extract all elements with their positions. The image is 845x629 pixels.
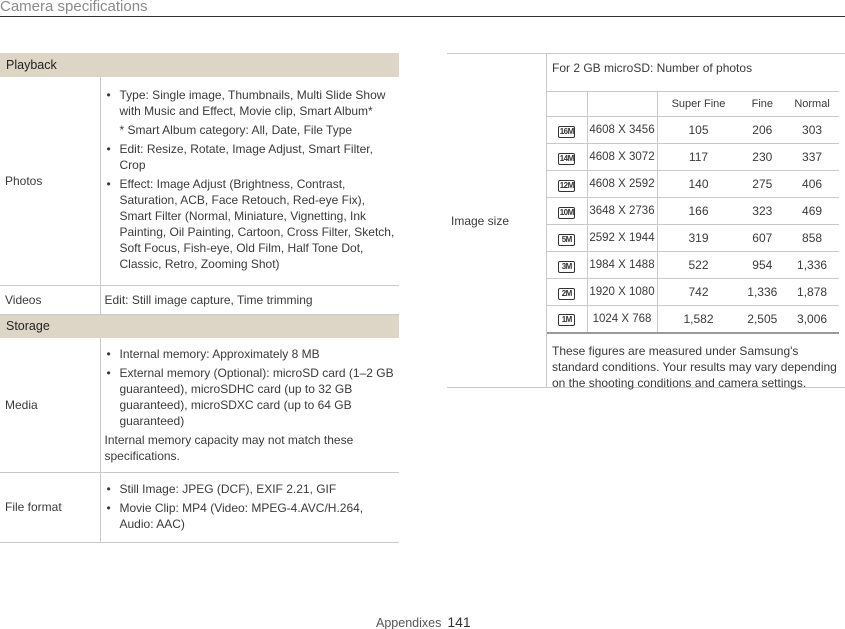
photo-count: 858 — [785, 225, 839, 252]
resolution-icon: 14M — [559, 153, 574, 163]
photo-count: 275 — [740, 171, 786, 198]
resolution-icon-cell — [547, 171, 587, 198]
page-footer — [376, 614, 471, 629]
resolution-value: 4608 X 2592 — [587, 171, 657, 198]
left-spec-table — [0, 53, 399, 543]
image-size-table — [547, 91, 839, 334]
page-header-title: Camera specifications — [0, 0, 148, 15]
photo-count: 323 — [740, 198, 786, 225]
table-row — [547, 306, 839, 333]
table-row — [547, 171, 839, 198]
page-number: 141 — [447, 614, 471, 629]
column-header: Fine — [740, 92, 786, 117]
resolution-icon-cell — [547, 144, 587, 171]
table-row — [547, 117, 839, 144]
photo-count: 105 — [657, 117, 740, 144]
photo-count: 1,582 — [657, 306, 740, 333]
resolution-icon-cell — [547, 306, 587, 333]
photo-count: 140 — [657, 171, 740, 198]
photo-count: 3,006 — [785, 306, 839, 333]
photos-row — [0, 77, 399, 285]
photo-count: 1,336 — [785, 252, 839, 279]
resolution-icon: 16M — [559, 126, 574, 136]
image-size-note: These figures are measured under Samsung's standard conditions. Your results may vary depending on the shooting conditions and camera settings. — [552, 343, 837, 390]
photo-count: 319 — [657, 225, 740, 252]
photo-count: 230 — [740, 144, 786, 171]
resolution-icon-cell — [547, 252, 587, 279]
photo-count: 117 — [657, 144, 740, 171]
header-blank — [547, 92, 587, 117]
photos-value — [100, 77, 399, 285]
resolution-value: 4608 X 3072 — [587, 144, 657, 171]
photo-count: 1,336 — [740, 279, 786, 306]
image-size-header-row — [547, 92, 839, 117]
photos-item: • Edit: Resize, Rotate, Image Adjust, Smart Filter, Crop — [105, 141, 396, 173]
media-label: Media — [0, 338, 100, 472]
table-row — [547, 144, 839, 171]
header-blank — [587, 92, 657, 117]
photos-item-note: * Smart Album category: All, Date, File Type — [119, 123, 353, 138]
image-size-block — [447, 53, 845, 388]
header-divider — [0, 16, 845, 17]
media-item: • Internal memory: Approximately 8 MB — [105, 346, 396, 362]
media-item: • External memory (Optional): microSD card (1–2 GB guaranteed), microSDHC card (up to 32 GB guaranteed), microSDXC card (up to 64 GB guaranteed) — [105, 365, 396, 429]
photo-count: 206 — [740, 117, 786, 144]
file-format-item: • Still Image: JPEG (DCF), EXIF 2.21, GIF — [105, 481, 396, 497]
media-row — [0, 338, 399, 472]
resolution-value: 2592 X 1944 — [587, 225, 657, 252]
column-header: Super Fine — [657, 92, 740, 117]
image-size-intro: For 2 GB microSD: Number of photos — [552, 61, 753, 75]
playback-heading: Playback — [0, 53, 399, 77]
photo-count: 522 — [657, 252, 740, 279]
photo-count: 166 — [657, 198, 740, 225]
photo-count: 742 — [657, 279, 740, 306]
file-format-value — [100, 472, 399, 542]
resolution-icon-cell — [547, 198, 587, 225]
resolution-icon-cell — [547, 279, 587, 306]
photo-count: 469 — [785, 198, 839, 225]
table-row — [547, 279, 839, 306]
table-row — [547, 198, 839, 225]
storage-heading-row — [0, 314, 399, 338]
resolution-icon: 2M — [558, 288, 575, 300]
videos-row — [0, 285, 399, 314]
photo-count: 406 — [785, 171, 839, 198]
resolution-icon: 5M — [558, 234, 575, 246]
photo-count: 337 — [785, 144, 839, 171]
resolution-icon: 12M — [559, 180, 574, 190]
resolution-value: 3648 X 2736 — [587, 198, 657, 225]
resolution-icon: 10M — [559, 207, 574, 217]
playback-heading-row — [0, 53, 399, 77]
photo-count: 303 — [785, 117, 839, 144]
resolution-value: 1920 X 1080 — [587, 279, 657, 306]
resolution-icon: 1M — [558, 314, 575, 326]
file-format-item: • Movie Clip: MP4 (Video: MPEG-4.AVC/H.264, Audio: AAC) — [105, 500, 396, 532]
image-size-label: Image size — [451, 214, 510, 228]
photo-count: 1,878 — [785, 279, 839, 306]
column-header: Normal — [785, 92, 839, 117]
footer-section: Appendixes — [376, 616, 442, 629]
table-row — [547, 225, 839, 252]
resolution-value: 1024 X 768 — [587, 306, 657, 333]
file-format-label: File format — [0, 472, 100, 542]
photos-item: • Type: Single image, Thumbnails, Multi Slide Show with Music and Effect, Movie clip, Smart Album* — [105, 87, 396, 119]
photo-count: 2,505 — [740, 306, 786, 333]
storage-heading: Storage — [0, 314, 399, 338]
photos-label: Photos — [0, 77, 100, 285]
media-note: Internal memory capacity may not match these specifications. — [104, 433, 354, 464]
image-size-content — [547, 54, 845, 391]
media-value — [100, 338, 399, 472]
resolution-icon-cell — [547, 117, 587, 144]
videos-label: Videos — [0, 285, 100, 314]
photos-item: • Effect: Image Adjust (Brightness, Contrast, Saturation, ACB, Face Retouch, Red-eye Fix), Smart Filter (Normal, Miniature, Vignetting, Ink Painting, Oil Painting, Cartoon, Cross Filter, Sketch, Soft Focus, Fish-eye, Old Film, Half Tone Dot, Classic, Retro, Zooming Shot) — [105, 176, 396, 272]
photo-count: 607 — [740, 225, 786, 252]
photo-count: 954 — [740, 252, 786, 279]
resolution-icon-cell — [547, 225, 587, 252]
table-row — [547, 252, 839, 279]
file-format-row — [0, 472, 399, 542]
videos-value: Edit: Still image capture, Time trimming — [100, 285, 399, 314]
resolution-value: 1984 X 1488 — [587, 252, 657, 279]
resolution-icon: 3M — [558, 261, 575, 273]
resolution-value: 4608 X 3456 — [587, 117, 657, 144]
